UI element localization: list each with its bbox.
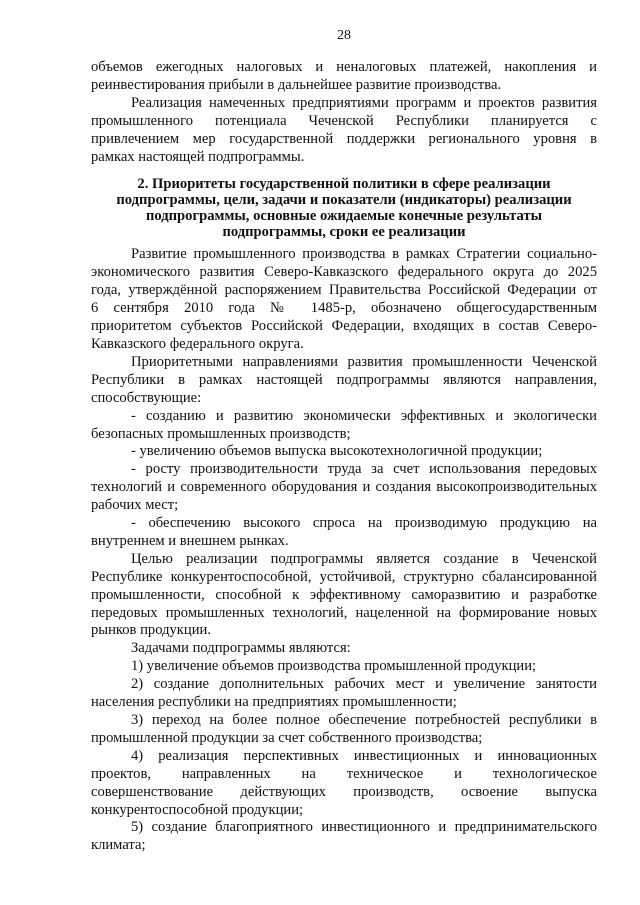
text-line: рабочих мест; [91, 497, 179, 514]
paragraph [91, 354, 597, 408]
heading-line: 2. Приоритеты государственной политики в сфере реализации [137, 176, 551, 193]
heading-line: подпрограммы, сроки ее реализации [222, 224, 466, 241]
paragraph [91, 819, 597, 855]
text-line: промышленной продукции за счет собственного производства; [91, 729, 483, 746]
paragraph [91, 748, 597, 820]
paragraphs-before-heading [91, 59, 597, 166]
paragraph [91, 712, 597, 748]
document-page [91, 28, 597, 855]
text-line: - созданию и развитию экономически эффективных и экологически [131, 407, 597, 424]
paragraph [91, 658, 597, 676]
text-line: 6 сентября 2010 года № 1485-р, обозначено общегосударственным [91, 300, 597, 317]
text-line: Целью реализации подпрограммы является создание в Чеченской [131, 550, 597, 567]
text-line: Реализация намеченных предприятиями программ и проектов развития [131, 94, 597, 111]
paragraph [91, 408, 597, 444]
paragraph [91, 246, 597, 353]
text-line: приоритетом субъектов Российской Федерации, входящих в состав Северо- [91, 318, 597, 335]
text-line: 2) создание дополнительных рабочих мест и увеличение занятости [131, 676, 597, 693]
text-line: промышленности, способной к эффективному саморазвитию и разработке [91, 586, 597, 603]
text-line: населения республики на предприятиях промышленности; [91, 694, 457, 711]
paragraph [91, 676, 597, 712]
text-line: 3) переход на более полное обеспечение потребностей республики в [131, 712, 597, 728]
text-line: технологий и современного оборудования и создания высокопроизводительных [91, 479, 597, 496]
paragraph [91, 59, 597, 95]
section-heading [91, 176, 597, 240]
text-line: - увеличению объемов выпуска высокотехнологичной продукции; [131, 443, 543, 460]
text-line: объемов ежегодных налоговых и неналоговых платежей, накопления и [91, 59, 597, 75]
text-line: Республики в рамках настоящей подпрограммы являются направления, [91, 371, 597, 388]
text-line: Развитие промышленного производства в рамках Стратегии социально- [131, 246, 597, 263]
text-line: - росту производительности труда за счет использования передовых [131, 461, 597, 478]
page-number: 28 [337, 28, 351, 43]
paragraph [91, 640, 597, 658]
text-line: совершенствование действующих производств, освоение выпуска [91, 783, 597, 800]
paragraphs-after-heading [91, 246, 597, 855]
text-line: способствующие: [91, 389, 202, 406]
text-line: года, утверждённой распоряжением Правительства Российской Федерации от [91, 282, 597, 299]
paragraph [91, 443, 597, 461]
heading-line: подпрограммы, цели, задачи и показатели (индикаторы) реализации [116, 192, 572, 209]
text-line: передовых промышленных технологий, нацеленной на формирование новых [91, 604, 597, 621]
text-line: 1) увеличение объемов производства промышленной продукции; [131, 658, 537, 675]
text-line: внутреннем и внешнем рынках. [91, 532, 289, 549]
text-line: привлечением мер государственной поддержки регионального уровня в [91, 130, 597, 147]
text-line: реинвестирования прибыли в дальнейшее развитие производства. [91, 76, 502, 93]
paragraph [91, 551, 597, 641]
text-line: безопасных промышленных производств; [91, 425, 351, 442]
text-line: Приоритетными направлениями развития промышленности Чеченской [131, 353, 597, 370]
text-line: рамках настоящей подпрограммы. [91, 148, 305, 165]
text-line: 4) реализация перспективных инвестиционных и инновационных [131, 747, 597, 764]
paragraph [91, 515, 597, 551]
text-line: Республике конкурентоспособной, устойчивой, структурно сбалансированной [91, 568, 597, 585]
text-line: конкурентоспособной продукции; [91, 801, 304, 818]
text-line: промышленного потенциала Чеченской Республики планируется с [91, 112, 597, 129]
text-line: рынков продукции. [91, 622, 211, 639]
text-line: климата; [91, 837, 146, 854]
text-line: Задачами подпрограммы являются: [131, 640, 351, 657]
text-line: Кавказского федерального округа. [91, 335, 304, 352]
text-line: - обеспечению высокого спроса на производимую продукцию на [131, 515, 597, 532]
paragraph [91, 461, 597, 515]
text-line: экономического развития Северо-Кавказского федерального округа до 2025 [91, 264, 597, 281]
heading-line: подпрограммы, основные ожидаемые конечные результаты [145, 208, 543, 225]
text-line: проектов, направленных на техническое и технологическое [91, 765, 597, 782]
text-line: 5) создание благоприятного инвестиционного и предпринимательского [131, 819, 597, 836]
paragraph [91, 95, 597, 167]
